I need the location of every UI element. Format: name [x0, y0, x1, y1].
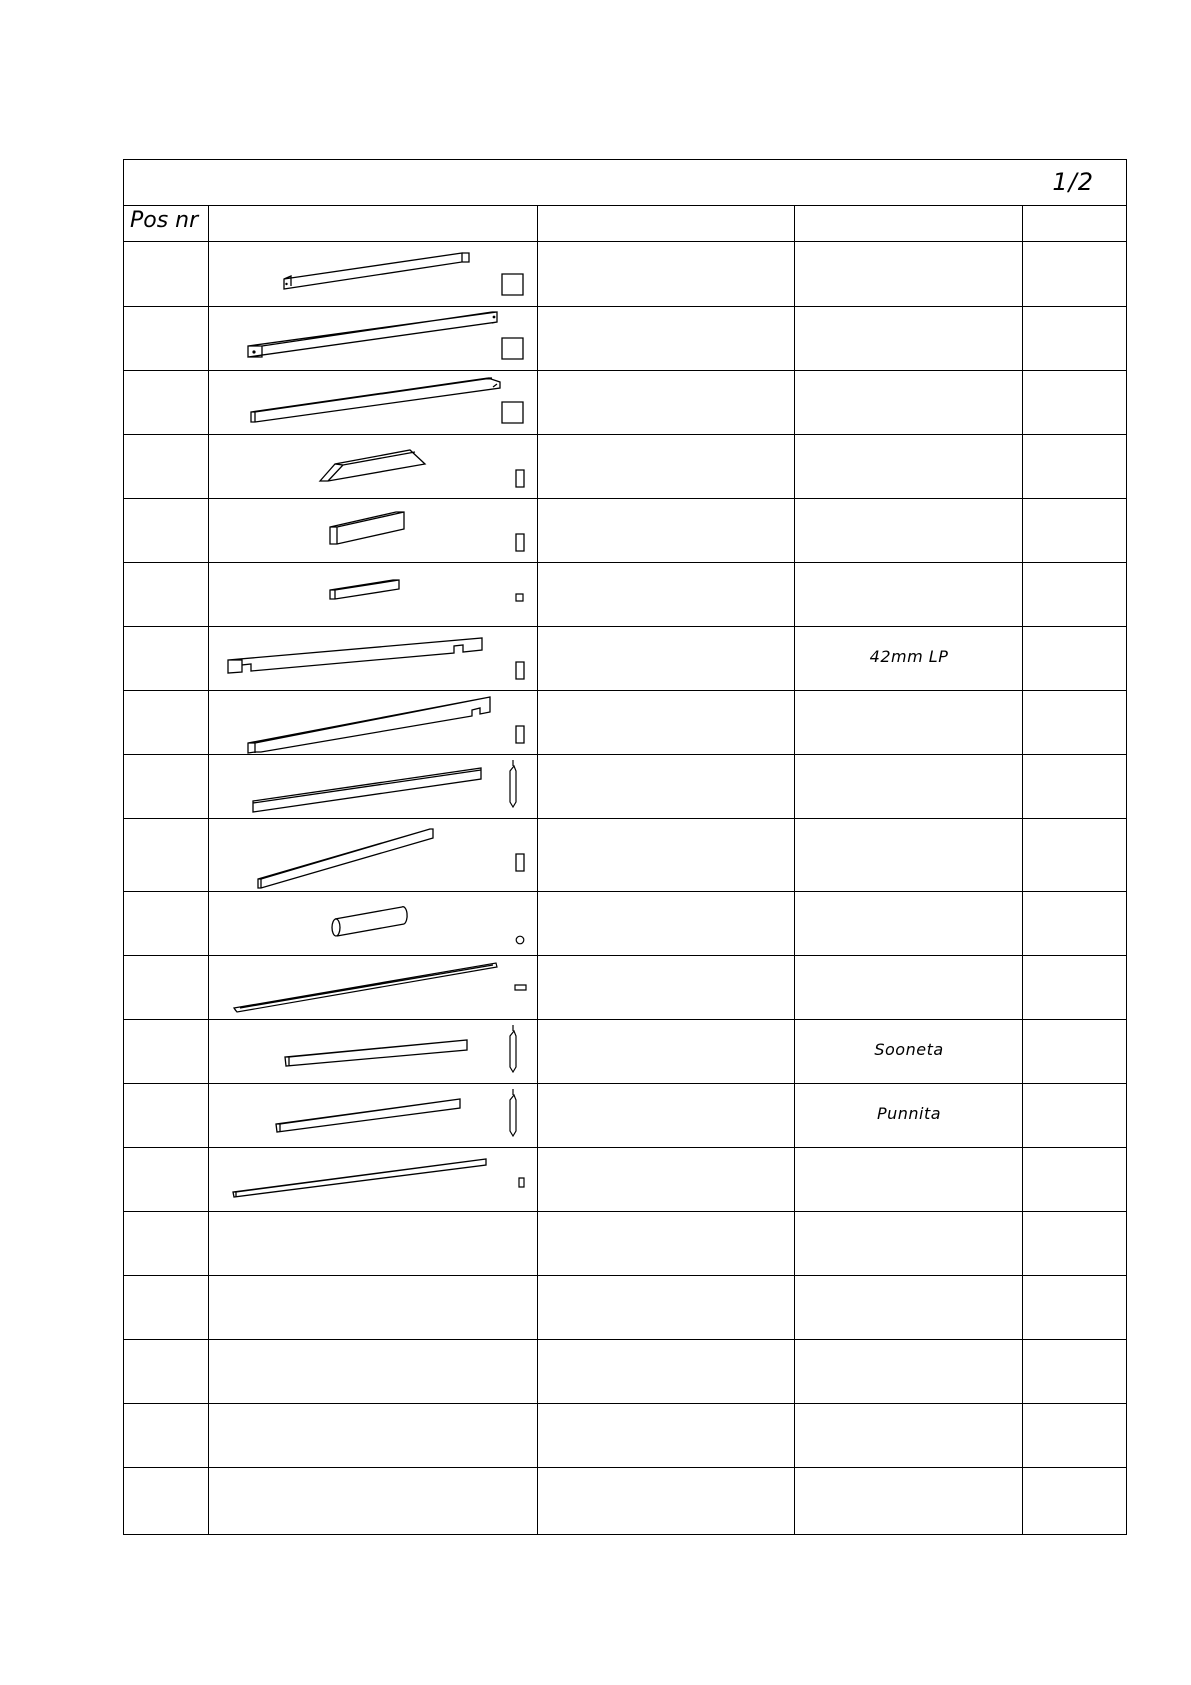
- position-number-header: Pos nr: [130, 208, 199, 233]
- small-square-batten-icon: [330, 580, 399, 599]
- part-drawing: [210, 498, 536, 562]
- square-section-icon: [502, 402, 523, 423]
- rect-section-icon: [516, 726, 524, 743]
- part-drawing: [210, 891, 536, 955]
- notched-plank-long-icon: [248, 697, 490, 753]
- row-divider: [124, 1275, 1126, 1276]
- long-thin-batten-icon: [233, 1159, 486, 1197]
- part-drawing: [210, 818, 536, 891]
- part-drawing: [210, 1083, 536, 1147]
- square-section-icon: [502, 338, 523, 359]
- sheet-header: [124, 160, 1126, 206]
- part-drawing: [210, 242, 536, 306]
- part-drawing: [210, 306, 536, 370]
- tongue-board-punnita-icon: [276, 1099, 460, 1132]
- part-drawing: [210, 626, 536, 690]
- part-drawing: [210, 562, 536, 626]
- row-divider: [124, 1467, 1126, 1468]
- tongue-groove-board-icon: [253, 768, 481, 812]
- row-note: 42mm LP: [869, 647, 949, 666]
- part-drawing: [210, 370, 536, 434]
- part-drawing: [210, 955, 536, 1019]
- part-drawing: [210, 434, 536, 498]
- column-divider: [1022, 206, 1023, 1534]
- parts-list-sheet: [123, 159, 1127, 1535]
- part-drawing: [210, 690, 536, 754]
- row-divider: [124, 1339, 1126, 1340]
- rect-section-icon: [516, 534, 524, 551]
- thin-strip-icon: [234, 963, 497, 1012]
- profile-section-icon: [510, 1025, 516, 1072]
- rect-section-icon: [516, 470, 524, 487]
- tongue-board-sooneta-icon: [285, 1040, 467, 1066]
- flat-section-icon: [515, 985, 526, 990]
- short-board-icon: [330, 512, 404, 544]
- row-divider: [124, 1211, 1126, 1212]
- part-drawing: [210, 1019, 536, 1083]
- part-drawing: [210, 754, 536, 818]
- column-divider: [794, 206, 795, 1534]
- row-note: Punnita: [876, 1104, 942, 1123]
- rectangular-batten-icon: [258, 829, 433, 888]
- square-tube-bar-icon: [284, 253, 469, 289]
- rect-section-icon: [516, 662, 524, 679]
- profile-section-icon: [510, 1089, 516, 1136]
- square-tube-bar-with-bolts-icon: [248, 312, 497, 357]
- angled-block-icon: [320, 450, 425, 481]
- profile-section-icon: [510, 760, 516, 807]
- rect-section-icon: [516, 854, 524, 871]
- round-section-icon: [516, 936, 524, 944]
- square-tube-bar-notched-icon: [251, 378, 500, 422]
- part-drawing: [210, 1147, 536, 1211]
- small-square-section-icon: [516, 594, 523, 601]
- notched-plank-icon: [228, 638, 482, 673]
- small-rect-section-icon: [519, 1178, 524, 1187]
- page-number: 1/2: [1052, 168, 1094, 196]
- square-section-icon: [502, 274, 523, 295]
- dowel-icon: [332, 907, 407, 936]
- column-divider: [208, 206, 209, 1534]
- column-header-row: [124, 206, 1126, 242]
- column-divider: [537, 206, 538, 1534]
- row-note: Sooneta: [874, 1040, 944, 1059]
- row-divider: [124, 1403, 1126, 1404]
